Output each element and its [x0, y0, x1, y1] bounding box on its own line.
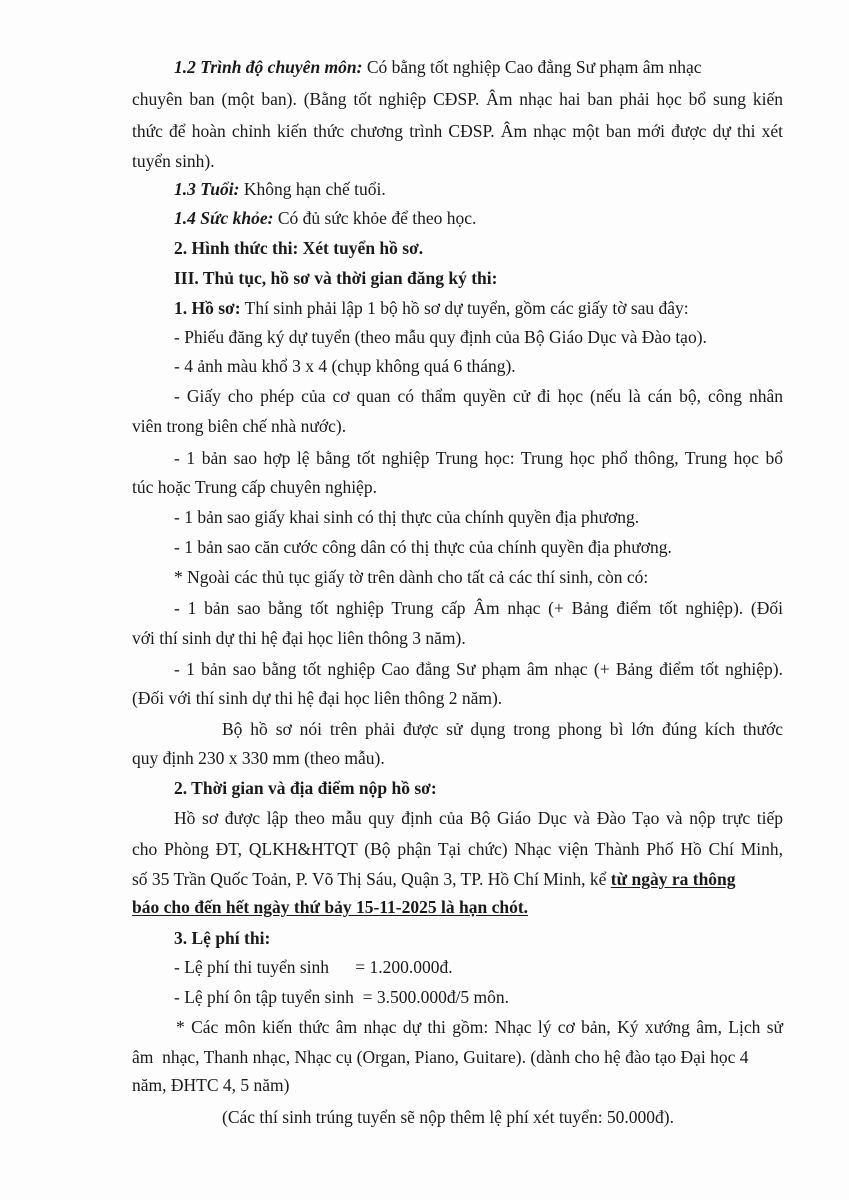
- dossier-item-3-line-2: viên trong biên chế nhà nước).: [132, 416, 347, 436]
- submission-line-2: cho Phòng ĐT, QLKH&HTQT (Bộ phận Tại chức) Nhạc viện Thành Phố Hồ Chí Minh,: [132, 839, 783, 859]
- submission-address: số 35 Trần Quốc Toản, P. Võ Thị Sáu, Quận 3, TP. Hồ Chí Minh, kể: [132, 869, 611, 889]
- exam-format-heading: 2. Hình thức thi: Xét tuyển hồ sơ.: [174, 238, 424, 258]
- dossier-item-7-line-2: với thí sinh dự thi hệ đại học liên thông 3 năm).: [132, 628, 466, 648]
- fee-item-2: - Lệ phí ôn tập tuyển sinh = 3.500.000đ/5 môn.: [174, 987, 510, 1007]
- section-1-2-line-2: chuyên ban (một ban). (Bằng tốt nghiệp CĐSP. Âm nhạc hai ban phải học bổ sung kiến: [132, 89, 783, 109]
- subjects-note-line-2: âm nhạc, Thanh nhạc, Nhạc cụ (Organ, Piano, Guitare). (dành cho hệ đào tạo Đại học 4: [132, 1047, 749, 1067]
- dossier-item-7-line-1: - 1 bản sao bằng tốt nghiệp Trung cấp Âm nhạc (+ Bảng điểm tốt nghiệp). (Đối: [174, 598, 783, 618]
- dossier-item-8-line-1: - 1 bản sao bằng tốt nghiệp Cao đẳng Sư phạm âm nhạc (+ Bảng điểm tốt nghiệp).: [174, 659, 783, 679]
- dossier-item-4-line-2: túc hoặc Trung cấp chuyên nghiệp.: [132, 477, 377, 497]
- admission-fee-note: (Các thí sinh trúng tuyển sẽ nộp thêm lệ phí xét tuyển: 50.000đ).: [222, 1107, 675, 1127]
- section-1-4: [174, 207, 476, 229]
- section-1-4-text: Có đủ sức khỏe để theo học.: [273, 208, 477, 228]
- section-1-4-label: 1.4 Sức khỏe:: [174, 208, 274, 228]
- deadline-end: báo cho đến hết ngày thứ bảy 15-11-2025 là hạn chót.: [132, 897, 529, 917]
- fee-heading: 3. Lệ phí thi:: [174, 928, 271, 948]
- subjects-note-line-1: * Các môn kiến thức âm nhạc dự thi gồm: Nhạc lý cơ bản, Ký xướng âm, Lịch sử: [176, 1017, 783, 1037]
- dossier-note: * Ngoài các thủ tục giấy tờ trên dành cho tất cả các thí sinh, còn có:: [174, 567, 649, 587]
- section-1-3-text: Không hạn chế tuổi.: [239, 179, 386, 199]
- section-1-2-line-4: tuyển sinh).: [132, 151, 215, 171]
- dossier-intro-text: Thí sinh phải lập 1 bộ hồ sơ dự tuyển, gồm các giấy tờ sau đây:: [240, 298, 689, 318]
- deadline-start: từ ngày ra thông: [610, 869, 736, 889]
- section-iii-heading: III. Thủ tục, hồ sơ và thời gian đăng ký thi:: [174, 268, 498, 288]
- section-1-2-line-3: thức để hoàn chỉnh kiến thức chương trình CĐSP. Âm nhạc một ban mới được dự thi xét: [132, 121, 783, 141]
- submission-line-3: [132, 868, 736, 890]
- section-1-3-label: 1.3 Tuổi:: [174, 179, 240, 199]
- submission-line-1: Hồ sơ được lập theo mẫu quy định của Bộ Giáo Dục và Đào Tạo và nộp trực tiếp: [174, 808, 783, 828]
- section-1-2-line-1: [174, 56, 702, 78]
- dossier-item-1: - Phiếu đăng ký dự tuyển (theo mẫu quy định của Bộ Giáo Dục và Đào tạo).: [174, 327, 707, 347]
- dossier-intro: [174, 297, 689, 319]
- dossier-label: 1. Hồ sơ:: [174, 298, 241, 318]
- submission-heading: 2. Thời gian và địa điểm nộp hồ sơ:: [174, 778, 437, 798]
- dossier-item-3-line-1: - Giấy cho phép của cơ quan có thẩm quyền cử đi học (nếu là cán bộ, công nhân: [174, 386, 783, 406]
- section-1-2-text: Có bằng tốt nghiệp Cao đẳng Sư phạm âm nhạc: [362, 57, 702, 77]
- dossier-item-5: - 1 bản sao giấy khai sinh có thị thực của chính quyền địa phương.: [174, 507, 640, 527]
- dossier-item-8-line-2: (Đối với thí sinh dự thi hệ đại học liên thông 2 năm).: [132, 688, 503, 708]
- dossier-item-4-line-1: - 1 bản sao hợp lệ bằng tốt nghiệp Trung học: Trung học phổ thông, Trung học bổ: [174, 448, 783, 468]
- fee-item-1: - Lệ phí thi tuyển sinh = 1.200.000đ.: [174, 957, 453, 977]
- envelope-note-line-2: quy định 230 x 330 mm (theo mẫu).: [132, 748, 385, 768]
- envelope-note-line-1: Bộ hồ sơ nói trên phải được sử dụng trong phong bì lớn đúng kích thước: [222, 719, 783, 739]
- dossier-item-2: - 4 ảnh màu khổ 3 x 4 (chụp không quá 6 tháng).: [174, 356, 516, 376]
- section-1-2-label: 1.2 Trình độ chuyên môn:: [174, 57, 363, 77]
- subjects-note-line-3: năm, ĐHTC 4, 5 năm): [132, 1075, 290, 1095]
- dossier-item-6: - 1 bản sao căn cước công dân có thị thực của chính quyền địa phương.: [174, 537, 672, 557]
- section-1-3: [174, 178, 386, 200]
